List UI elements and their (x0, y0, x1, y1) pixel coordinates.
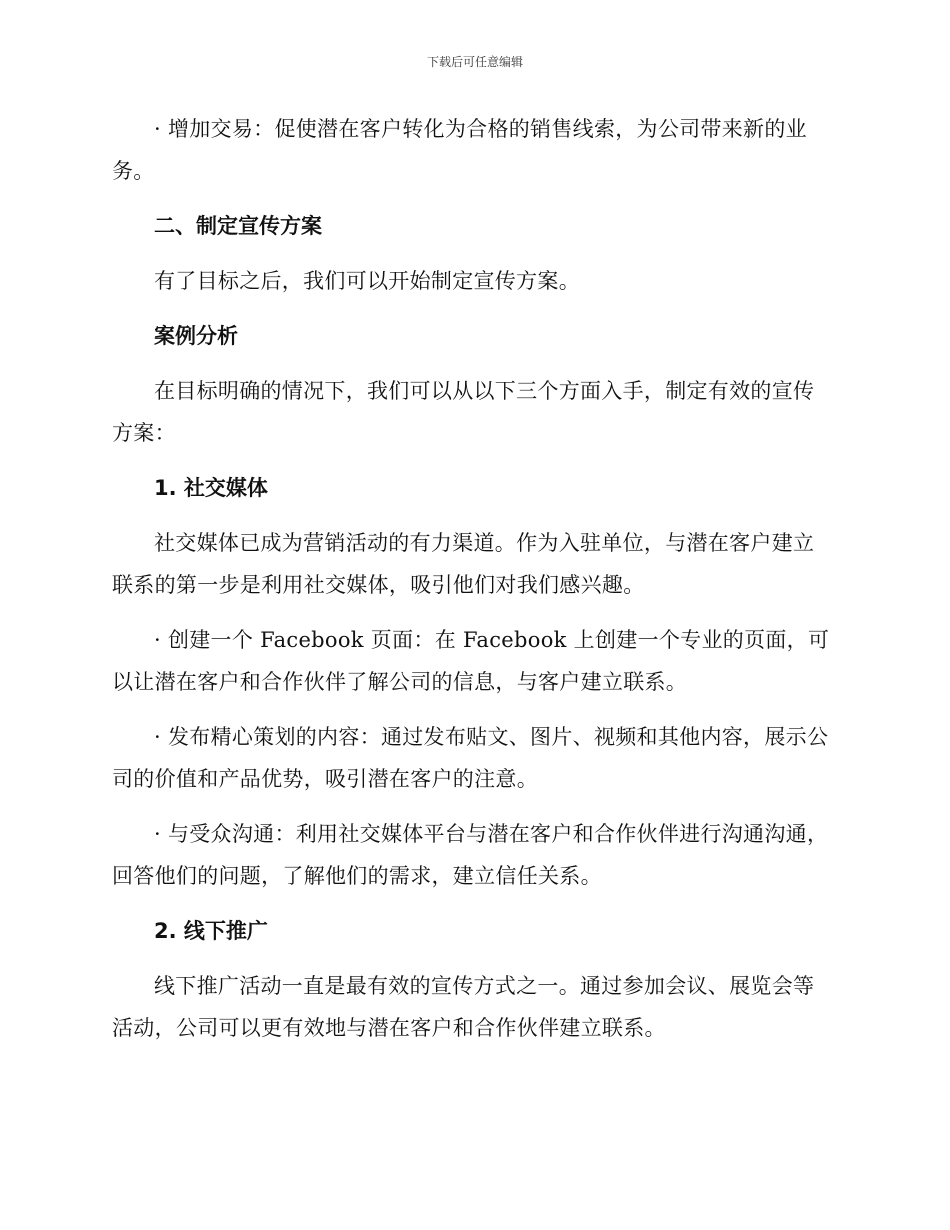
heading-social-media: 1. 社交媒体 (154, 476, 268, 500)
paragraph-offline-promotion: 线下推广活动一直是最有效的宣传方式之一。通过参加会议、展览会等活动，公司可以更有效地与潜在客户和合作伙伴建立联系。 (112, 974, 815, 1040)
section-heading-plan: 二、制定宣传方案 (154, 214, 322, 238)
bullet-communicate: · 与受众沟通：利用社交媒体平台与潜在客户和合作伙伴进行沟通沟通，回答他们的问题，了解他们的需求，建立信任关系。 (112, 822, 829, 888)
bullet-publish-content: · 发布精心策划的内容：通过发布贴文、图片、视频和其他内容，展示公司的价值和产品优势，吸引潜在客户的注意。 (112, 725, 829, 791)
bullet-facebook-page: · 创建一个 Facebook 页面：在 Facebook 上创建一个专业的页面，可以让潜在客户和合作伙伴了解公司的信息，与客户建立联系。 (112, 628, 830, 694)
paragraph-three-aspects: 在目标明确的情况下，我们可以从以下三个方面入手，制定有效的宣传方案： (112, 379, 815, 445)
heading-case-analysis: 案例分析 (154, 324, 238, 348)
bullet-increase-deals: · 增加交易：促使潜在客户转化为合格的销售线索，为公司带来新的业务。 (112, 117, 807, 183)
paragraph-social-media: 社交媒体已成为营销活动的有力渠道。作为入驻单位，与潜在客户建立联系的第一步是利用社交媒体，吸引他们对我们感兴趣。 (112, 531, 815, 597)
page-header: 下载后可任意编辑 (426, 55, 523, 69)
paragraph-intro: 有了目标之后，我们可以开始制定宣传方案。 (154, 269, 580, 293)
document-body (112, 108, 832, 1049)
heading-offline-promotion: 2. 线下推广 (154, 919, 268, 943)
